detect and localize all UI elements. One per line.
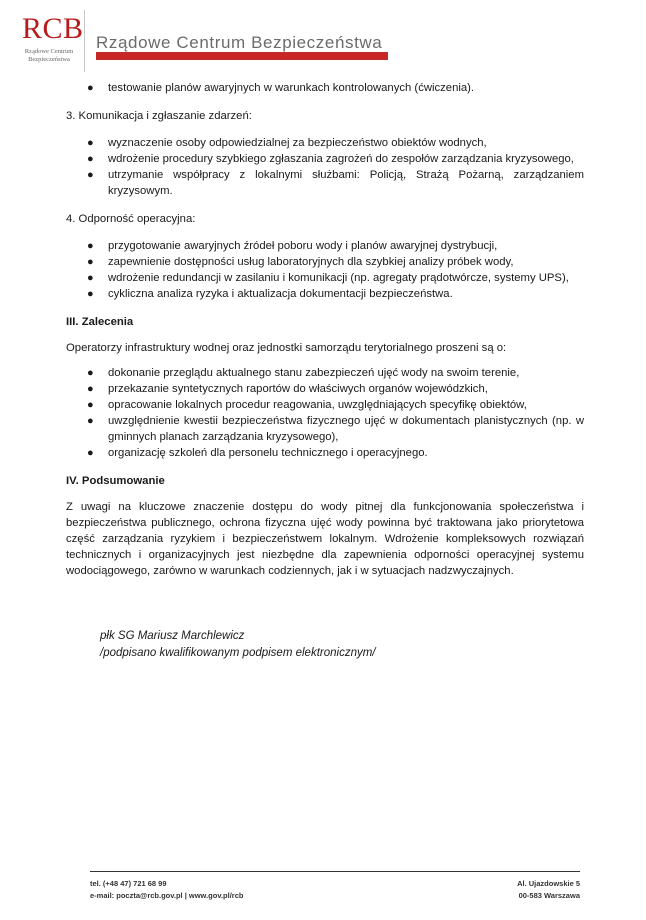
bullet-icon: ●: [87, 399, 94, 411]
bullet-icon: ●: [87, 272, 94, 284]
section2-tail-list: [66, 80, 584, 96]
list-item: ● wyznaczenie osoby odpowiedzialnej za bezpieczeństwo obiektów wodnych,: [87, 137, 487, 149]
list-item: ● dokonanie przeglądu aktualnego stanu zabezpieczeń ujęć wody na swoim terenie,: [87, 367, 520, 379]
recommendations-intro: Operatorzy infrastruktury wodnej oraz jednostki samorządu terytorialnego proszeni są o:: [66, 342, 507, 354]
document-body: [66, 80, 584, 579]
summary-heading: IV. Podsumowanie: [66, 475, 165, 487]
bullet-icon: ●: [87, 447, 94, 459]
bullet-icon: ●: [87, 240, 94, 252]
footer-address-street: Al. Ujazdowskie 5: [517, 879, 580, 888]
footer-address-city: 00-583 Warszawa: [518, 891, 580, 900]
header-title: Rządowe Centrum Bezpieczeństwa: [96, 33, 383, 52]
rcb-logo: [12, 10, 85, 72]
recommendations-heading: III. Zalecenia: [66, 316, 134, 328]
header-accent-bar: [96, 52, 388, 60]
list-item: ● zapewnienie dostępności usług laboratoryjnych dla szybkiej analizy próbek wody,: [87, 256, 514, 268]
bullet-icon: ●: [87, 153, 94, 165]
list-item: ● przekazanie syntetycznych raportów do właściwych organów wojewódzkich,: [87, 383, 488, 395]
section4-list: [66, 238, 584, 302]
footer-contact: [90, 878, 243, 902]
logo-subtitle: Rządowe Centrum Bezpieczeństwa: [24, 48, 74, 63]
list-item: ● organizację szkoleń dla personelu technicznego i operacyjnego.: [87, 447, 428, 459]
bullet-icon: ●: [87, 383, 94, 395]
bullet-icon: ●: [87, 288, 94, 300]
logo-mark: RCB: [22, 12, 84, 45]
bullet-icon: ●: [87, 256, 94, 268]
list-item: ● wdrożenie redundancji w zasilaniu i komunikacji (np. agregaty prądotwórcze, systemy UPS),: [87, 272, 569, 284]
list-item: ● testowanie planów awaryjnych w warunkach kontrolowanych (ćwiczenia).: [87, 82, 475, 94]
footer-email-web: e-mail: poczta@rcb.gov.pl | www.gov.pl/rcb: [90, 891, 244, 900]
list-item: ● utrzymanie współpracy z lokalnymi służbami: Policją, Strażą Pożarną, zarządzaniem kryzysowym.: [87, 169, 584, 197]
list-item: ● wdrożenie procedury szybkiego zgłaszania zagrożeń do zespołów zarządzania kryzysowego,: [87, 153, 574, 165]
list-item: ● uwzględnienie kwestii bezpieczeństwa fizycznego ujęć w dokumentach planistycznych (np. w gminnych planach zarządzania kryzysowego),: [87, 415, 584, 443]
section3-list: [66, 135, 584, 199]
footer-address: [517, 878, 580, 902]
bullet-icon: ●: [87, 169, 94, 181]
bullet-icon: ●: [87, 367, 94, 379]
bullet-icon: ●: [87, 137, 94, 149]
summary-paragraph: Z uwagi na kluczowe znaczenie dostępu do wody pitnej dla funkcjonowania społeczeństwa i bezpieczeństwa publicznego, ochrona fizyczna ujęć wody powinna być traktowana jako priorytetowa część zarządzania ryzykiem i bezpieczeństwem lokalnym. Wdrożenie kompleksowych rozwiązań technicznych i organizacyjnych jest niezbędne dla zapewnienia odporności operacyjnej systemu wodociągowego, zarówno w warunkach codziennych, jak i w sytuacjach nadzwyczajnych.: [66, 501, 584, 577]
section3-title: 3. Komunikacja i zgłaszanie zdarzeń:: [66, 110, 252, 122]
footer-divider: [90, 871, 580, 872]
list-item: ● opracowanie lokalnych procedur reagowania, uwzględniających specyfikę obiektów,: [87, 399, 527, 411]
list-item: ● przygotowanie awaryjnych źródeł poboru wody i planów awaryjnej dystrybucji,: [87, 240, 498, 252]
section4-title: 4. Odporność operacyjna:: [66, 213, 196, 225]
bullet-icon: ●: [87, 415, 94, 427]
list-item: ● cykliczna analiza ryzyka i aktualizacja dokumentacji bezpieczeństwa.: [87, 288, 453, 300]
signature-name: płk SG Mariusz Marchlewicz: [100, 630, 245, 642]
footer-phone: tel. (+48 47) 721 68 99: [90, 879, 167, 888]
bullet-icon: ●: [87, 82, 94, 94]
signature-note: /podpisano kwalifikowanym podpisem elektronicznym/: [100, 647, 376, 659]
signature-block: [100, 628, 376, 662]
recommendations-list: [66, 365, 584, 461]
